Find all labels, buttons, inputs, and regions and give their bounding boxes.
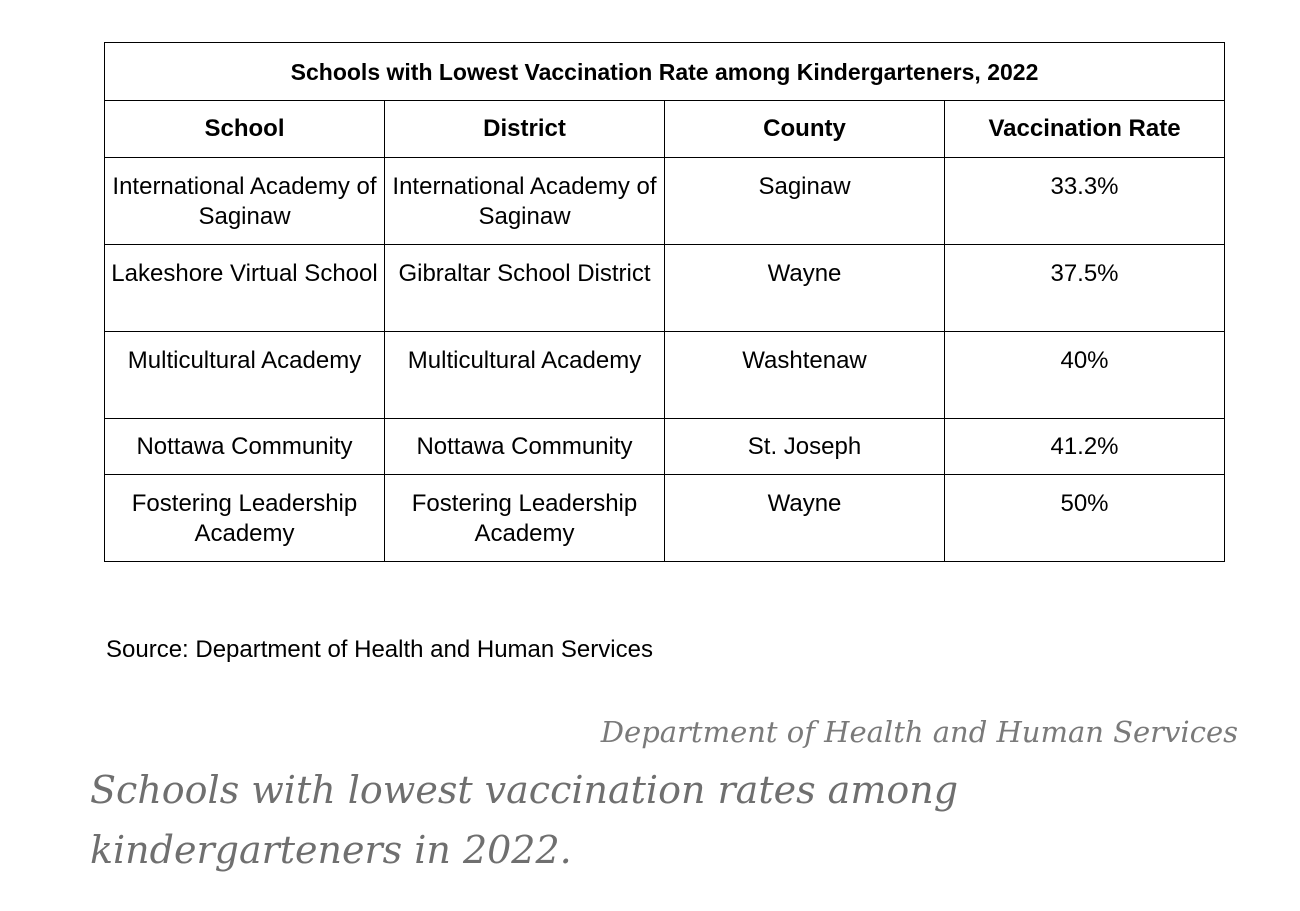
district-cell: Gibraltar School District <box>385 245 665 332</box>
vaccination-rate-cell: 41.2% <box>945 419 1225 475</box>
school-cell: Multicultural Academy <box>105 332 385 419</box>
school-cell: Nottawa Community <box>105 419 385 475</box>
source-note: Source: Department of Health and Human Services <box>106 636 653 663</box>
table-title-row <box>105 43 1225 101</box>
vaccination-rate-cell: 40% <box>945 332 1225 419</box>
vaccination-table <box>104 42 1225 562</box>
district-cell: Nottawa Community <box>385 419 665 475</box>
image-caption: Schools with lowest vaccination rates among kindergarteners in 2022. <box>90 768 959 872</box>
school-cell: International Academy of Saginaw <box>105 158 385 245</box>
county-cell: Wayne <box>665 475 945 562</box>
table-row <box>105 419 1225 475</box>
vaccination-rate-cell: 50% <box>945 475 1225 562</box>
table-row <box>105 475 1225 562</box>
district-cell: Fostering Leadership Academy <box>385 475 665 562</box>
vaccination-rate-cell: 33.3% <box>945 158 1225 245</box>
table-row <box>105 332 1225 419</box>
table-header-row <box>105 101 1225 158</box>
vaccination-rate-cell: 37.5% <box>945 245 1225 332</box>
district-cell: International Academy of Saginaw <box>385 158 665 245</box>
school-cell: Lakeshore Virtual School <box>105 245 385 332</box>
column-header-district: District <box>385 101 665 158</box>
county-cell: Wayne <box>665 245 945 332</box>
county-cell: Saginaw <box>665 158 945 245</box>
district-cell: Multicultural Academy <box>385 332 665 419</box>
county-cell: St. Joseph <box>665 419 945 475</box>
column-header-school: School <box>105 101 385 158</box>
school-cell: Fostering Leadership Academy <box>105 475 385 562</box>
table-title: Schools with Lowest Vaccination Rate among Kindergarteners, 2022 <box>105 43 1225 101</box>
table-row <box>105 245 1225 332</box>
column-header-vaccination-rate: Vaccination Rate <box>945 101 1225 158</box>
image-credit: Department of Health and Human Services <box>600 715 1238 749</box>
column-header-county: County <box>665 101 945 158</box>
county-cell: Washtenaw <box>665 332 945 419</box>
table-row <box>105 158 1225 245</box>
